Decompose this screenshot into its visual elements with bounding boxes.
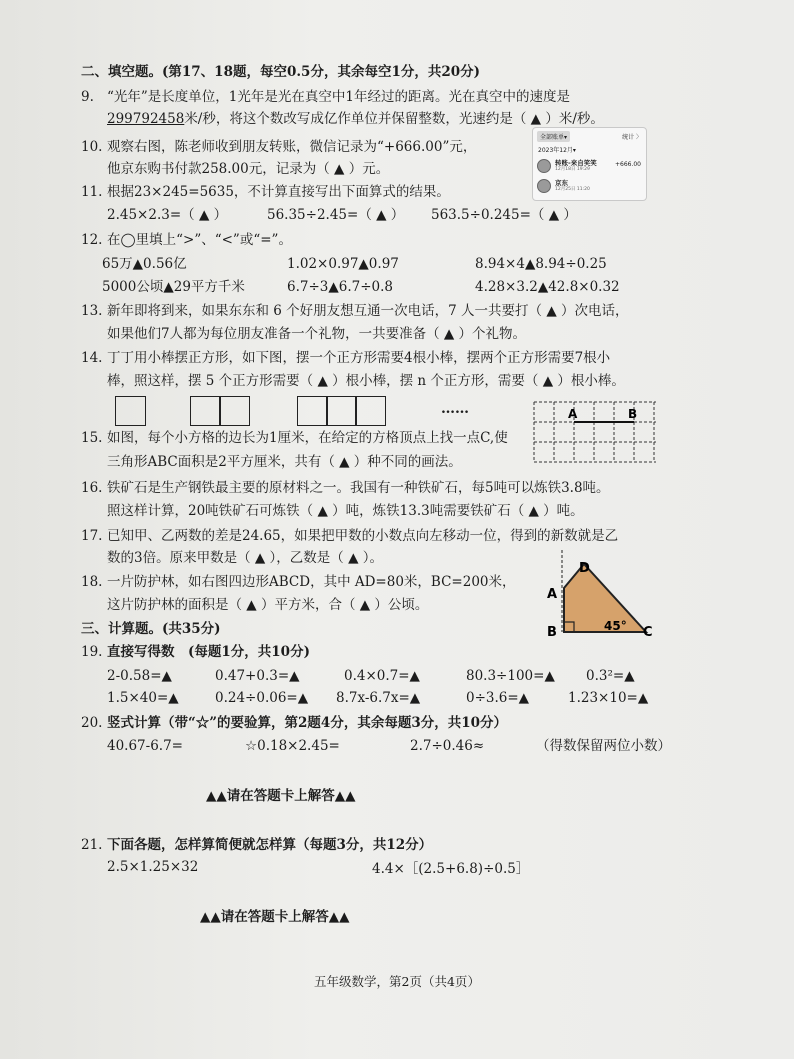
q19-r1-3: 0.4×0.7=▲ [344,668,420,684]
q11-line1: 根据23×245=5635，不计算直接写出下面算式的结果。 [107,184,450,200]
q17-line1: 已知甲、乙两数的差是24.65，如果把甲数的小数点向左移动一位，得到的新数就是乙 [107,528,619,544]
q10-line2: 他京东购书付款258.00元，记录为（ ▲ ）元。 [107,161,390,177]
square-2a [190,396,221,426]
q12-r2-b: 6.7÷3▲6.7÷0.8 [287,279,394,295]
q13-number: 13. [81,303,103,319]
bill-stats: 统计 〉 [622,134,642,141]
ellipsis: …… [441,401,469,417]
q18-line1: 一片防护林，如右图四边形ABCD，其中 AD=80米，BC=200米， [107,574,516,590]
q19-r2-3: 8.7x-6.7x=▲ [336,690,421,706]
section-3-title: 三、计算题。(共35分) [81,621,221,637]
q19-r2-1: 1.5×40=▲ [107,690,179,706]
q10-line1: 观察右图，陈老师收到朋友转账，微信记录为“+666.00”元， [107,139,477,155]
grid-label-a: A [568,407,578,421]
q12-r1-a: 65万▲0.56亿 [102,256,187,272]
q18-line2: 这片防护林的面积是（ ▲ ）平方米，合（ ▲ ）公顷。 [107,597,429,613]
bill-time: 12月25日 11:20 [555,187,590,192]
q16-line1: 铁矿石是生产钢铁最主要的原材料之一。我国有一种铁矿石，每5吨可以炼铁3.8吨。 [107,480,610,496]
q10-number: 10. [81,139,103,155]
quadrilateral-figure [544,548,656,640]
bill-name: 转账-来自笑笑 [555,159,597,167]
q21-number: 21. [81,837,103,853]
q19-r1-5: 0.3²=▲ [586,668,635,684]
bill-row [537,158,641,176]
q20-item-note: （得数保留两位小数） [536,738,671,754]
q12-line1: 在◯里填上“>”、“<”或“=”。 [107,232,292,248]
q9-line2-text: 米/秒，将这个数改写成亿作单位并保留整数，光速约是（ ▲ ）米/秒。 [184,111,604,127]
label-b: B [547,625,557,640]
q17-line2: 数的3倍。原来甲数是（ ▲ ），乙数是（ ▲ ）。 [107,550,384,566]
q12-r1-c: 8.94×4▲8.94÷0.25 [475,256,607,272]
bill-name: 京东 [555,179,568,187]
square-3b [326,396,357,426]
q20-title: 竖式计算（带“☆”的要验算，第2题4分，其余每题3分，共10分） [107,715,507,731]
q15-number: 15. [81,430,103,446]
q18-number: 18. [81,574,103,590]
q14-number: 14. [81,350,103,366]
q9-line2 [107,110,604,128]
avatar [537,179,551,193]
angle-label: 45° [604,619,627,633]
q19-r2-2: 0.24÷0.06=▲ [215,690,309,706]
grid-label-b: B [628,407,638,421]
bill-time: 12月18日 19:29 [555,167,590,172]
label-d: D [579,561,590,576]
square-3c [355,396,386,426]
q13-line1: 新年即将到来，如果东东和 6 个好朋友想互通一次电话，7 人一共要打（ ▲ ）次电话， [107,303,629,319]
q20-item-2: ☆0.18×2.45= [245,738,340,754]
q20-item-3: 2.7÷0.46≈ [410,738,485,754]
q12-r2-a: 5000公顷▲29平方千米 [102,279,245,295]
q12-r2-c: 4.28×3.2▲42.8×0.32 [475,279,620,295]
q19-number: 19. [81,644,103,660]
bill-row [537,178,641,196]
q17-number: 17. [81,528,103,544]
square-1 [115,396,146,426]
q19-r1-1: 2-0.58=▲ [107,668,172,684]
q19-r1-4: 80.3÷100=▲ [466,668,555,684]
grid-figure [532,400,658,464]
answer-sheet-note-2: ▲▲请在答题卡上解答▲▲ [200,909,350,925]
q14-line1: 丁丁用小棒摆正方形，如下图，摆一个正方形需要4根小棒，摆两个正方形需要7根小 [107,350,611,366]
answer-sheet-note: ▲▲请在答题卡上解答▲▲ [206,788,356,804]
q9-number: 9. [81,89,94,105]
label-a: A [547,587,558,602]
q21-b: 4.4×［(2.5+6.8)÷0.5］ [372,861,530,877]
q9-line1: “光年”是长度单位，1光年是光在真空中1年经过的距离。光在真空中的速度是 [107,89,570,105]
q19-title: 直接写得数 (每题1分，共10分) [107,644,310,660]
q13-line2: 如果他们7人都为每位朋友准备一个礼物，一共要准备（ ▲ ）个礼物。 [107,326,527,342]
square-3a [297,396,328,426]
q11-number: 11. [81,184,103,200]
section-2-title: 二、填空题。(第17、18题，每空0.5分，其余每空1分，共20分) [81,64,481,80]
q9-speed: 299792458 [107,111,185,127]
bill-month: 2023年12月▾ [538,147,576,154]
q15-line2: 三角形ABC面积是2平方厘米，共有（ ▲ ）种不同的画法。 [107,454,462,470]
bill-amount: +666.00 [614,161,641,168]
bill-filter: 全部账单▾ [537,131,570,142]
square-2b [219,396,250,426]
q20-number: 20. [81,715,103,731]
q11-b: 56.35÷2.45=（ ▲ ） [267,207,405,223]
q16-line2: 照这样计算，20吨铁矿石可炼铁（ ▲ ）吨，炼铁13.3吨需要铁矿石（ ▲ ）吨。 [107,503,584,519]
q11-a: 2.45×2.3=（ ▲ ） [107,207,228,223]
avatar [537,159,551,173]
q21-a: 2.5×1.25×32 [107,859,199,875]
q21-title: 下面各题，怎样算简便就怎样算（每题3分，共12分） [107,837,433,853]
q15-line1: 如图，每个小方格的边长为1厘米，在给定的方格顶点上找一点C,使 [107,430,508,446]
q20-item-1: 40.67-6.7= [107,738,183,754]
page-footer: 五年级数学，第2页（共4页） [314,974,480,989]
q12-number: 12. [81,232,103,248]
q16-number: 16. [81,480,103,496]
q14-line2: 棒，照这样，摆 5 个正方形需要（ ▲ ）根小棒，摆 n 个正方形，需要（ ▲ ）根小棒。 [107,373,625,389]
q19-r1-2: 0.47+0.3=▲ [215,668,300,684]
q11-c: 563.5÷0.245=（ ▲ ） [431,207,577,223]
wechat-bill-screenshot [532,127,647,201]
label-c: C [643,625,653,640]
q19-r2-4: 0÷3.6=▲ [466,690,530,706]
q19-r2-5: 1.23×10=▲ [568,690,649,706]
q12-r1-b: 1.02×0.97▲0.97 [287,256,399,272]
